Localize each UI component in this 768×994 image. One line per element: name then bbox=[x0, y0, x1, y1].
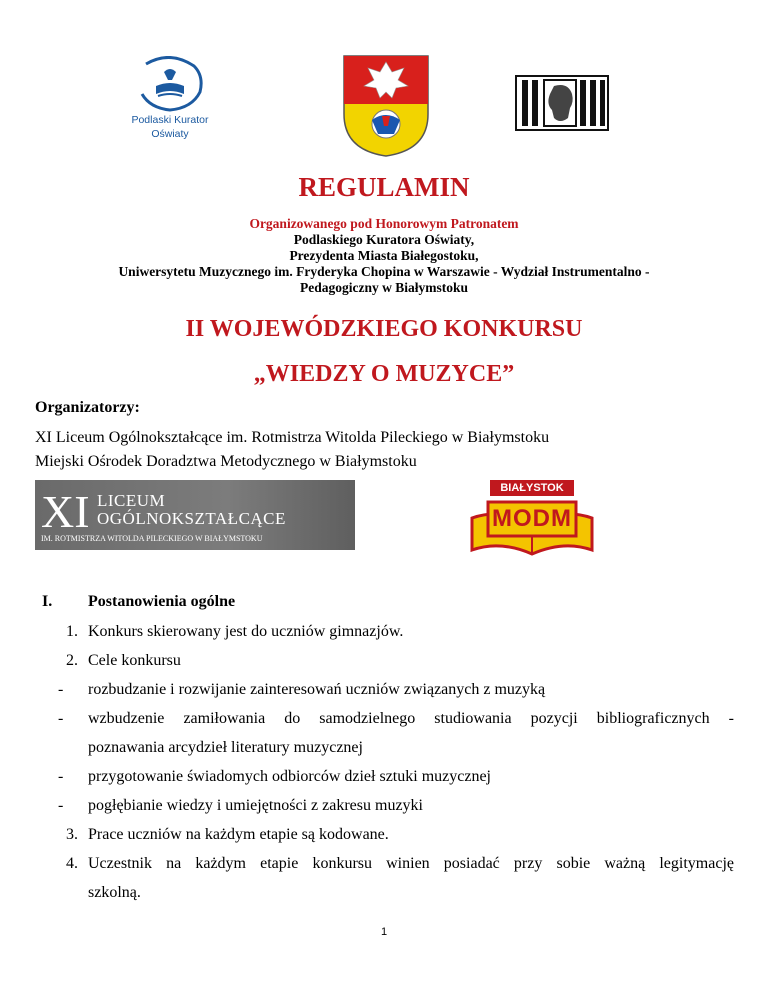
list-number: 1. bbox=[66, 623, 78, 640]
list-item-cont: szkolną. bbox=[88, 884, 141, 901]
bialystok-coat-of-arms bbox=[342, 54, 430, 158]
list-item: Uczestnik na każdym etapie konkursu winien posiadać przy sobie ważną legitymację bbox=[88, 855, 734, 872]
xi-liceum-logo-line1: LICEUM bbox=[97, 491, 166, 510]
list-number: 2. bbox=[66, 652, 78, 669]
list-dash: - bbox=[58, 768, 64, 785]
list-dash: - bbox=[58, 710, 64, 727]
modm-letters: MODM bbox=[492, 505, 572, 532]
kurator-emblem-icon bbox=[128, 56, 212, 116]
goal-item-cont: poznawania arcydzieł literatury muzycznej bbox=[88, 739, 363, 756]
xi-liceum-logo bbox=[35, 480, 355, 550]
list-item: Prace uczniów na każdym etapie są kodowane. bbox=[88, 826, 389, 843]
organizer-modm: Miejski Ośrodek Doradztwa Metodycznego w Białymstoku bbox=[35, 453, 417, 470]
organizers-label: Organizatorzy: bbox=[35, 399, 140, 416]
section-numeral: I. bbox=[42, 593, 53, 610]
kurator-logo bbox=[128, 56, 212, 146]
contest-title-line2: „WIEDZY O MUZYCE” bbox=[253, 361, 515, 387]
coat-of-arms-icon bbox=[342, 54, 430, 158]
list-item: Cele konkursu bbox=[88, 652, 181, 669]
chopin-university-logo bbox=[514, 72, 610, 134]
list-number: 3. bbox=[66, 826, 78, 843]
organizer-liceum: XI Liceum Ogólnokształcące im. Rotmistrza Witolda Pileckiego w Białymstoku bbox=[35, 429, 550, 446]
list-dash: - bbox=[58, 681, 64, 698]
list-item: Konkurs skierowany jest do uczniów gimnazjów. bbox=[88, 623, 404, 640]
xi-liceum-logo-line3: IM. ROTMISTRZA WITOLDA PILECKIEGO W BIAŁYMSTOKU bbox=[41, 534, 263, 543]
patron-university: Uniwersytetu Muzycznego im. Fryderyka Chopina w Warszawie - Wydział Instrumentalno - bbox=[118, 264, 650, 279]
page-number: 1 bbox=[380, 926, 388, 938]
patron-university-cont: Pedagogiczny w Białymstoku bbox=[299, 280, 468, 295]
goal-item: pogłębianie wiedzy i umiejętności z zakresu muzyki bbox=[88, 797, 423, 814]
goal-item: rozbudzanie i rozwijanie zainteresowań uczniów związanych z muzyką bbox=[88, 681, 546, 698]
page-title: REGULAMIN bbox=[298, 172, 470, 202]
goal-item: przygotowanie świadomych odbiorców dzieł sztuki muzycznej bbox=[88, 768, 491, 785]
xi-liceum-logo-numeral: XI bbox=[41, 486, 90, 537]
modm-banner: BIAŁYSTOK bbox=[490, 480, 574, 496]
list-dash: - bbox=[58, 797, 64, 814]
kurator-logo-line2: Oświaty bbox=[151, 128, 189, 140]
xi-liceum-logo-line2: OGÓLNOKSZTAŁCĄCE bbox=[97, 509, 286, 528]
kurator-logo-line1: Podlaski Kurator bbox=[131, 114, 209, 126]
modm-logo bbox=[468, 478, 596, 558]
chopin-profile-icon bbox=[514, 72, 610, 134]
patronage-heading: Organizowanego pod Honorowym Patronatem bbox=[249, 216, 519, 231]
section-title: Postanowienia ogólne bbox=[88, 593, 236, 610]
list-number: 4. bbox=[66, 855, 78, 872]
patron-kurator: Podlaskiego Kuratora Oświaty, bbox=[293, 232, 475, 247]
patron-president: Prezydenta Miasta Białegostoku, bbox=[289, 248, 479, 263]
goal-item: wzbudzenie zamiłowania do samodzielnego studiowania pozycji bibliograficznych - bbox=[88, 710, 734, 727]
contest-title-line1: II WOJEWÓDZKIEGO KONKURSU bbox=[185, 316, 583, 342]
